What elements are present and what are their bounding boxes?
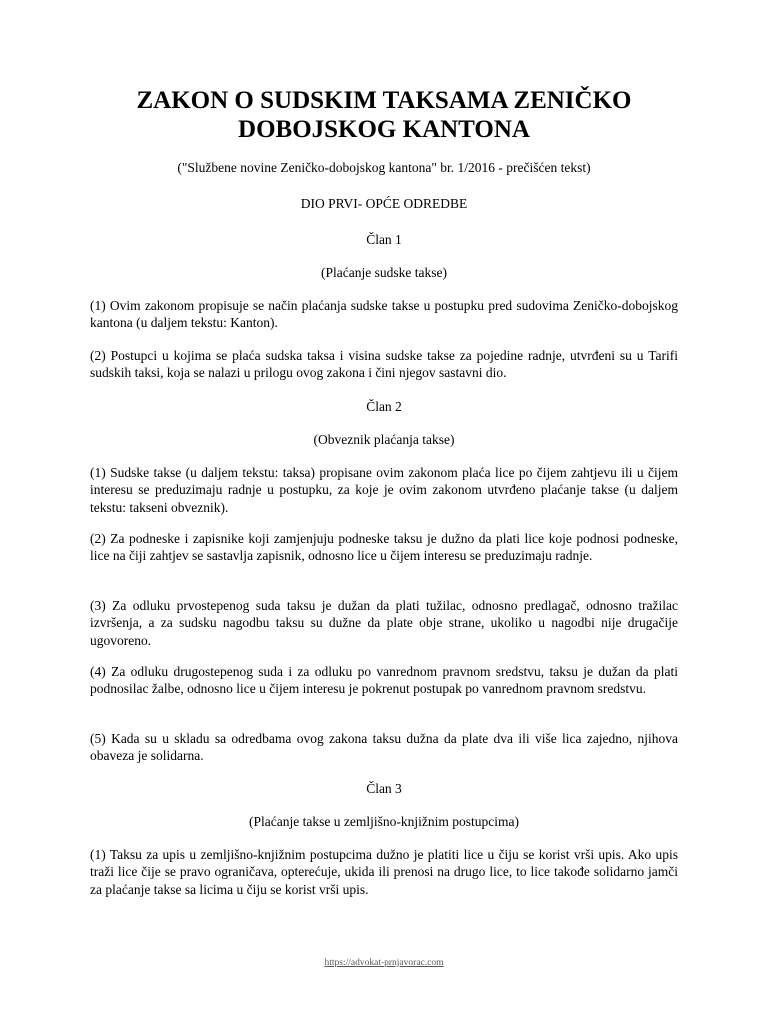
article-paragraph: (2) Postupci u kojima se plaća sudska taksa i visina sudske takse za pojedine radnje, utvrđeni su u Tarifi sudskih taksi, koja se nalazi u prilogu ovog zakona i čini njegov sastavni dio. [90,348,678,381]
article-paragraph: (1) Ovim zakonom propisuje se način plaćanja sudske takse u postupku pred sudovima Zeničko-dobojskog kantona (u daljem tekstu: Kanton). [90,298,678,331]
article-caption: (Plaćanje sudske takse) [321,265,447,280]
footer-link[interactable]: https://advokat-prnjavorac.com [324,958,444,968]
article-caption: (Plaćanje takse u zemljišno-knjižnim postupcima) [249,814,519,829]
article-label: Član 3 [366,781,402,796]
article-paragraph: (1) Sudske takse (u daljem tekstu: taksa) propisane ovim zakonom plaća lice po čijem zahtjevu ili u čijem interesu se preduzimaju radnje u postupku, za koje je ovim zakonom utvrđeno plaćanje takse (u daljem tekstu: takseni obveznik). [90,465,678,515]
gazette-reference: ("Službene novine Zeničko-dobojskog kantona" br. 1/2016 - prečišćen tekst) [177,160,591,175]
title-line-1: ZAKON O SUDSKIM TAKSAMA ZENIČKO [136,87,632,114]
article-paragraph: (1) Taksu za upis u zemljišno-knjižnim postupcima dužno je platiti lice u čiju se korist vrši upis. Ako upis traži lice čije se pravo ograničava, opterećuje, ukida ili prenosi na drugo lice, to lice takođe solidarno jamči za plaćanje takse sa licima u čiju se korist vrši upis. [90,847,678,897]
article-caption: (Obveznik plaćanja takse) [313,432,455,447]
article-label: Član 1 [366,232,402,247]
document-title [90,86,678,144]
part-heading: DIO PRVI- OPĆE ODREDBE [300,196,468,211]
article-paragraph: (3) Za odluku prvostepenog suda taksu je dužan da plati tužilac, odnosno predlagač, odnosno tražilac izvršenja, a za sudsku nagodbu taksu su dužne da plate obje strane, ukoliko u nagodbi nije drugačije ugovoreno. [90,598,678,648]
title-line-2: DOBOJSKOG KANTONA [238,116,530,143]
article-paragraph: (5) Kada su u skladu sa odredbama ovog zakona taksu dužna da plate dva ili više lica zajedno, njihova obaveza je solidarna. [90,731,678,764]
article-paragraph: (4) Za odluku drugostepenog suda i za odluku po vanrednom pravnom sredstvu, taksu je dužan da plati podnosilac žalbe, odnosno lice u čijem interesu je pokrenut postupak po vanrednom pravnom sredstvu. [90,664,678,697]
article-label: Član 2 [366,399,402,414]
page-footer [0,958,768,968]
article-paragraph: (2) Za podneske i zapisnike koji zamjenjuju podneske taksu je dužno da plati lice koje podnosi podneske, lice na čiji zahtjev se sastavlja zapisnik, odnosno lice u čijem interesu se preduzimaju radnje. [90,531,678,564]
